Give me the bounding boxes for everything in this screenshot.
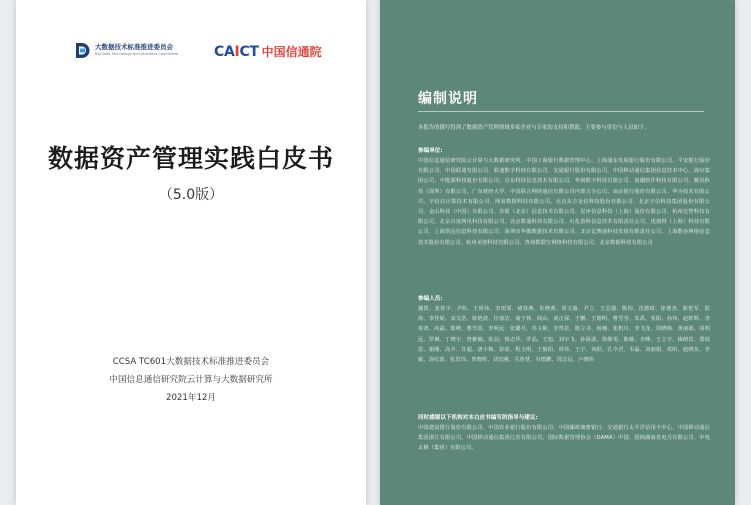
notes-intro: 本报告的撰写得到了数据资产管理领域多家企业与专家的支持和帮助，主要参与单位与人员如下。	[418, 125, 650, 131]
thanks-list: 中国建设银行股份有限公司、中国农业银行股份有限公司、中国邮政储蓄银行、交通银行太平洋信用卡中心、中国移动通信集团浙江有限公司、中国移动通信集团江苏有限公司、国际数据管理协会（DAMA）中国、国网湖南省电力有限公司、中电太极（集团）有限公司。	[418, 425, 710, 452]
cover-page	[16, 0, 366, 505]
publish-date: 2021年12月	[166, 393, 216, 403]
publisher-line-2: 中国信息通信研究院云计算与大数据研究所	[109, 375, 273, 385]
compilation-notes-page	[380, 0, 735, 505]
notes-title: 编制说明	[418, 91, 478, 107]
units-list: 中国信息通信研究院云计算与大数据研究所、中国工商银行数据管理中心、上海浦东发展银行股份有限公司、平安银行股份有限公司、中国联通有限公司、联通数字科技有限公司、交通银行股份有限公司、中国移动通信集团信息技术中心、海尔集团公司、中能源科技股份有限公司、京东科技信息技术有限公司、华润数字科技有限公司、浪潮软件科技有限公司、腾讯科技（深圳）有限公司、广东财经大学、中国联合网络通信有限公司内蒙古分公司、南京银行股份有限公司、华为技术有限公司、宇信启计算技术有限公司、网易数据科技有限公司、北京东方金信科技股份有限公司、北京宇信科技集团股份有限公司、金山科技（中国）有限公司、苏银（北京）信息技术有限公司、星环信息科技（上海）股份有限公司、杭州比智科技有限公司、北京百度网讯科技有限公司、北京数通科技有限公司、石化盈科信息技术有限责任公司、优刻得（上海）科技有限公司、上海凯远信息科技有限公司、深圳市华傲数据技术有限公司、北京亿赛通科技发展有限责任公司、上海数谷网络信息技术股份有限公司、杭州美创科技有限公司、贵州数据宝网络科技有限公司、北京数据科技有限公司	[418, 158, 710, 246]
caict-logo-cn: 中国信通院	[261, 45, 322, 59]
caict-logo-en: CAICT	[214, 43, 259, 60]
committee-logo-en: Big Data Technology and Standard Committee	[95, 51, 179, 56]
caict-logo	[214, 43, 322, 60]
cover-logos	[74, 42, 334, 66]
committee-logo-icon	[74, 42, 91, 59]
document-edition: （5.0版）	[158, 187, 224, 203]
notes-divider	[418, 111, 704, 112]
thanks-heading: 同时感谢以下机构对本白皮书编写的指导与建议:	[418, 415, 538, 421]
units-heading: 参编单位:	[418, 148, 443, 154]
big-data-committee-logo	[74, 42, 178, 59]
people-list: 魏凯、姜春宇、尹昕、王妍祎、李雨霏、褚春燕、朱晓燕、周文瑜、尹立、王志强、陈钧、沈德琦、徐德杰、陈伦军、陆涛、李佳妮、宋文浩、陈艳波、任康洁、聂子林、阎山、刘正保、于鹏、王德明、曹雪莹、朱禹、张阳、孙伟、赵晖辉、李春鸿、向磊、陈峰、曹雪瑶、李明远、张璐月、苏文彬、李然星、陈立书、杨楠、张机川、李飞龙、周晓梅、黄丽娟、胡明远、罗琳、丁晓宇、曾雅楠、张羽、杨志华、罗晶、王旭、刘宇飞、孙海波、徐静雯、陈薇、李峰、王立宇、梅晴宾、郑瑞思、谢刚、高升、许超、唐小梅、彭瑶、程玉明、王俊阳、谭伟、王宇、何阳、孔令君、韦磊、刘丽娟、邓昕、赵晓东、李敏、汤红波、张思玮、曾晓辉、刘宏刚、关春慧、吴德鹏、周志远、卢晓伟	[418, 306, 710, 364]
committee-logo-cn: 大数据技术标准推进委员会	[95, 43, 173, 52]
people-heading: 参编人员:	[418, 296, 443, 302]
publisher-line-1: CCSA TC601大数据技术标准推进委员会	[112, 357, 270, 367]
document-title: 数据资产管理实践白皮书	[47, 144, 334, 173]
